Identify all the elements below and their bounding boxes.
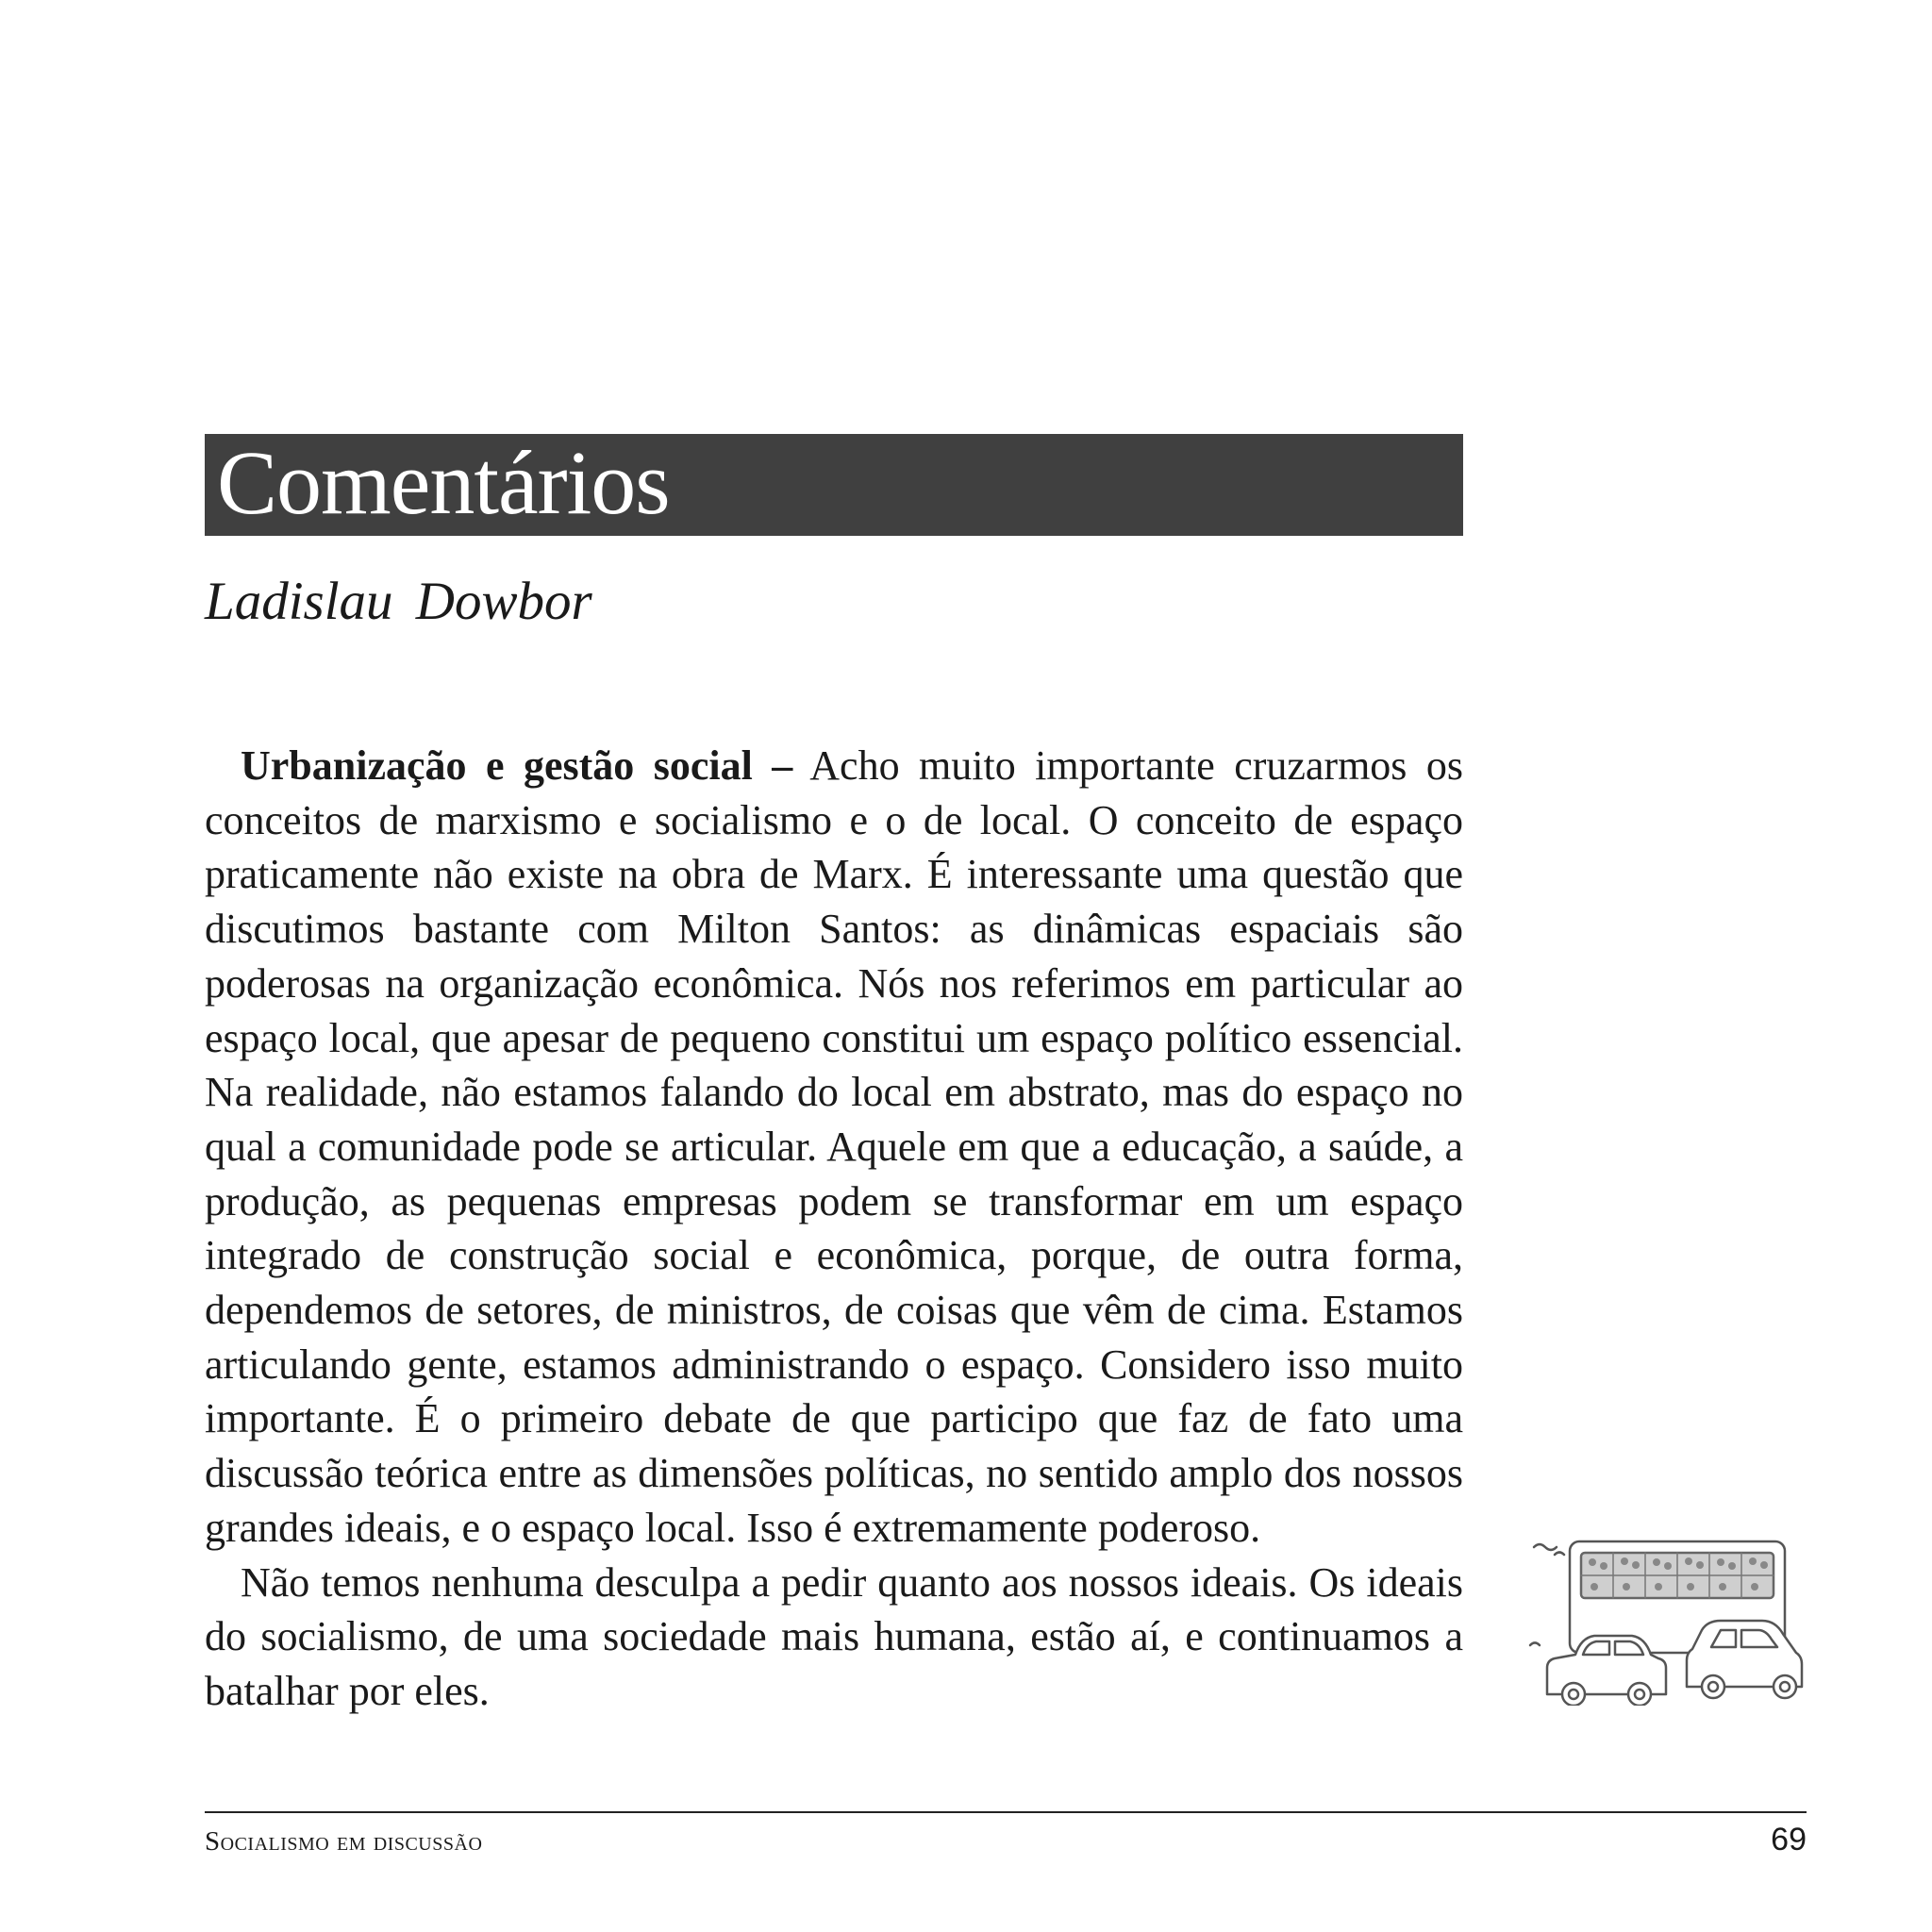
page-number: 69	[1771, 1822, 1807, 1857]
paragraph-1	[205, 739, 1463, 1556]
title-banner	[205, 434, 1463, 536]
page-title: Comentários	[217, 432, 670, 533]
author-name: Ladislau Dowbor	[205, 572, 592, 631]
paragraph-1-text: Acho muito importante cruzarmos os conceitos de marxismo e socialismo e o de local. O conceito de espaço praticamente não existe na obra de Marx. É interessante uma questão que discutimos bastante com Milton Santos: as dinâmicas espaciais são poderosas na organização econômica. Nós nos referimos em particular ao espaço local, que apesar de pequeno constitui um espaço político essencial. Na realidade, não estamos falando do local em abstrato, mas do espaço no qual a comunidade pode se articular. Aquele em que a educação, a saúde, a produção, as pequenas empresas podem se transformar em um espaço integrado de construção social e econômica, porque, de outra forma, dependemos de setores, de ministros, de coisas que vêm de cima. Estamos articulando gente, estamos administrando o espaço. Considero isso muito importante. É o primeiro debate de que participo que faz de fato uma discussão teórica entre as dimensões políticas, no sentido amplo dos nossos grandes ideais, e o espaço local. Isso é extremamente poderoso.	[205, 742, 1463, 1551]
bus-and-cars-sketch-icon	[1526, 1536, 1824, 1706]
running-title: Socialismo em discussão	[205, 1826, 483, 1857]
article-body	[205, 739, 1463, 1719]
paragraph-2: Não temos nenhuma desculpa a pedir quanto aos nossos ideais. Os ideais do socialismo, de uma sociedade mais humana, estão aí, e continuamos a batalhar por eles.	[205, 1558, 1463, 1714]
lead-heading: Urbanização e gestão social –	[241, 742, 793, 789]
footer-divider	[205, 1811, 1807, 1813]
